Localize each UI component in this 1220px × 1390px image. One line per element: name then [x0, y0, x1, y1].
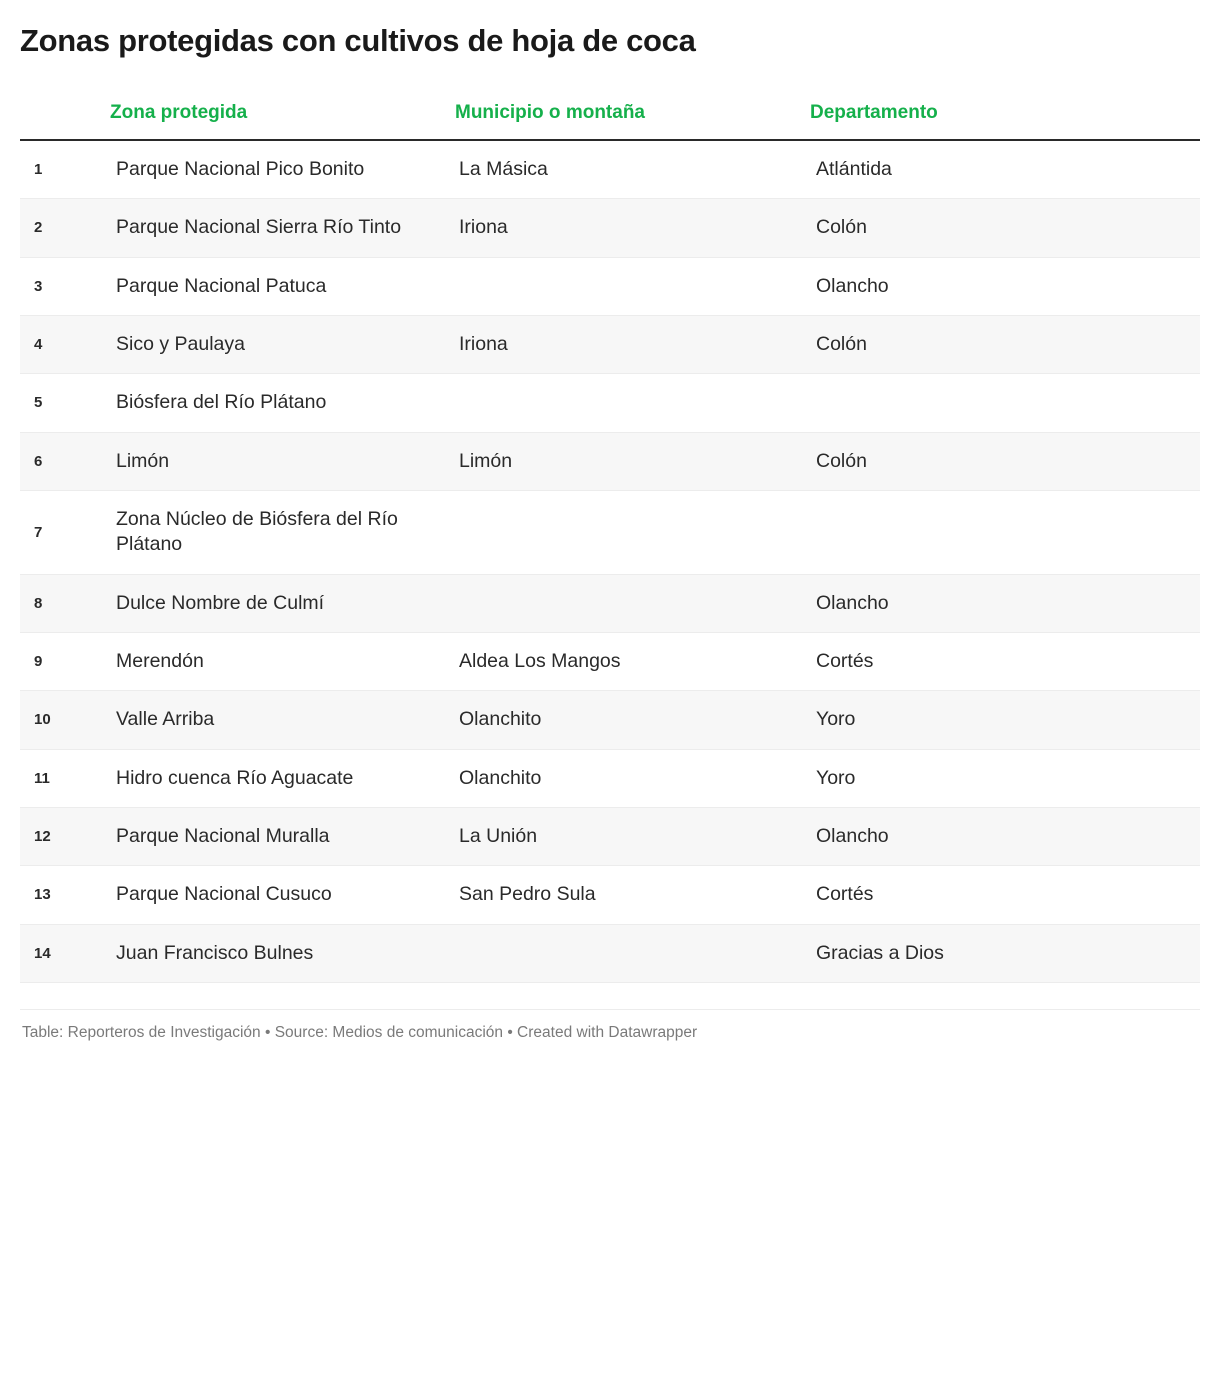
cell-municipio: [455, 924, 810, 982]
data-table: [20, 101, 1200, 983]
row-index: 7: [20, 491, 110, 575]
cell-municipio: Iriona: [455, 315, 810, 373]
cell-municipio: San Pedro Sula: [455, 866, 810, 924]
column-header-zona[interactable]: Zona protegida: [110, 102, 248, 124]
table-row: [20, 866, 1200, 924]
cell-departamento: Olancho: [810, 808, 1200, 866]
cell-zona: Juan Francisco Bulnes: [110, 924, 455, 982]
row-index: 14: [20, 924, 110, 982]
cell-municipio: [455, 491, 810, 575]
cell-departamento: Colón: [810, 315, 1200, 373]
cell-zona: Valle Arriba: [110, 691, 455, 749]
column-header-index[interactable]: [20, 101, 110, 140]
cell-departamento: Yoro: [810, 749, 1200, 807]
cell-zona: Parque Nacional Pico Bonito: [110, 140, 455, 199]
cell-departamento: Atlántida: [810, 140, 1200, 199]
cell-municipio: [455, 374, 810, 432]
cell-municipio: Olanchito: [455, 749, 810, 807]
cell-municipio: La Másica: [455, 140, 810, 199]
cell-municipio: [455, 257, 810, 315]
row-index: 3: [20, 257, 110, 315]
cell-departamento: Olancho: [810, 574, 1200, 632]
row-index: 1: [20, 140, 110, 199]
table-row: [20, 924, 1200, 982]
row-index: 12: [20, 808, 110, 866]
table-row: [20, 491, 1200, 575]
cell-zona: Parque Nacional Muralla: [110, 808, 455, 866]
cell-departamento: Gracias a Dios: [810, 924, 1200, 982]
cell-zona: Parque Nacional Patuca: [110, 257, 455, 315]
cell-zona: Merendón: [110, 633, 455, 691]
row-index: 6: [20, 432, 110, 490]
table-header-row: [20, 101, 1200, 140]
row-index: 2: [20, 199, 110, 257]
row-index: 10: [20, 691, 110, 749]
cell-municipio: [455, 574, 810, 632]
chart-footer-credits: Table: Reporteros de Investigación • Source: Medios de comunicación • Created with Datawrapper: [20, 1009, 1200, 1060]
cell-municipio: Iriona: [455, 199, 810, 257]
table-row: [20, 574, 1200, 632]
cell-municipio: Limón: [455, 432, 810, 490]
row-index: 8: [20, 574, 110, 632]
table-row: [20, 140, 1200, 199]
row-index: 4: [20, 315, 110, 373]
table-row: [20, 432, 1200, 490]
cell-zona: Parque Nacional Sierra Río Tinto: [110, 199, 455, 257]
cell-departamento: Olancho: [810, 257, 1200, 315]
table-row: [20, 808, 1200, 866]
row-index: 5: [20, 374, 110, 432]
row-index: 11: [20, 749, 110, 807]
cell-zona: Hidro cuenca Río Aguacate: [110, 749, 455, 807]
cell-departamento: Cortés: [810, 866, 1200, 924]
row-index: 13: [20, 866, 110, 924]
cell-zona: Dulce Nombre de Culmí: [110, 574, 455, 632]
table-row: [20, 633, 1200, 691]
table-row: [20, 257, 1200, 315]
cell-zona: Zona Núcleo de Biósfera del Río Plátano: [110, 491, 455, 575]
page-title: Zonas protegidas con cultivos de hoja de coca: [20, 23, 696, 58]
cell-zona: Biósfera del Río Plátano: [110, 374, 455, 432]
cell-departamento: Colón: [810, 432, 1200, 490]
cell-municipio: La Unión: [455, 808, 810, 866]
table-row: [20, 374, 1200, 432]
cell-departamento: Cortés: [810, 633, 1200, 691]
table-row: [20, 749, 1200, 807]
table-row: [20, 199, 1200, 257]
cell-zona: Limón: [110, 432, 455, 490]
table-row: [20, 691, 1200, 749]
cell-zona: Parque Nacional Cusuco: [110, 866, 455, 924]
table-row: [20, 315, 1200, 373]
row-index: 9: [20, 633, 110, 691]
column-header-departamento[interactable]: Departamento: [810, 102, 938, 124]
table-body: [20, 140, 1200, 983]
cell-departamento: [810, 374, 1200, 432]
cell-zona: Sico y Paulaya: [110, 315, 455, 373]
cell-departamento: Yoro: [810, 691, 1200, 749]
cell-departamento: [810, 491, 1200, 575]
cell-municipio: Aldea Los Mangos: [455, 633, 810, 691]
column-header-municipio[interactable]: Municipio o montaña: [455, 102, 645, 124]
table-header: [20, 101, 1200, 140]
cell-municipio: Olanchito: [455, 691, 810, 749]
cell-departamento: Colón: [810, 199, 1200, 257]
